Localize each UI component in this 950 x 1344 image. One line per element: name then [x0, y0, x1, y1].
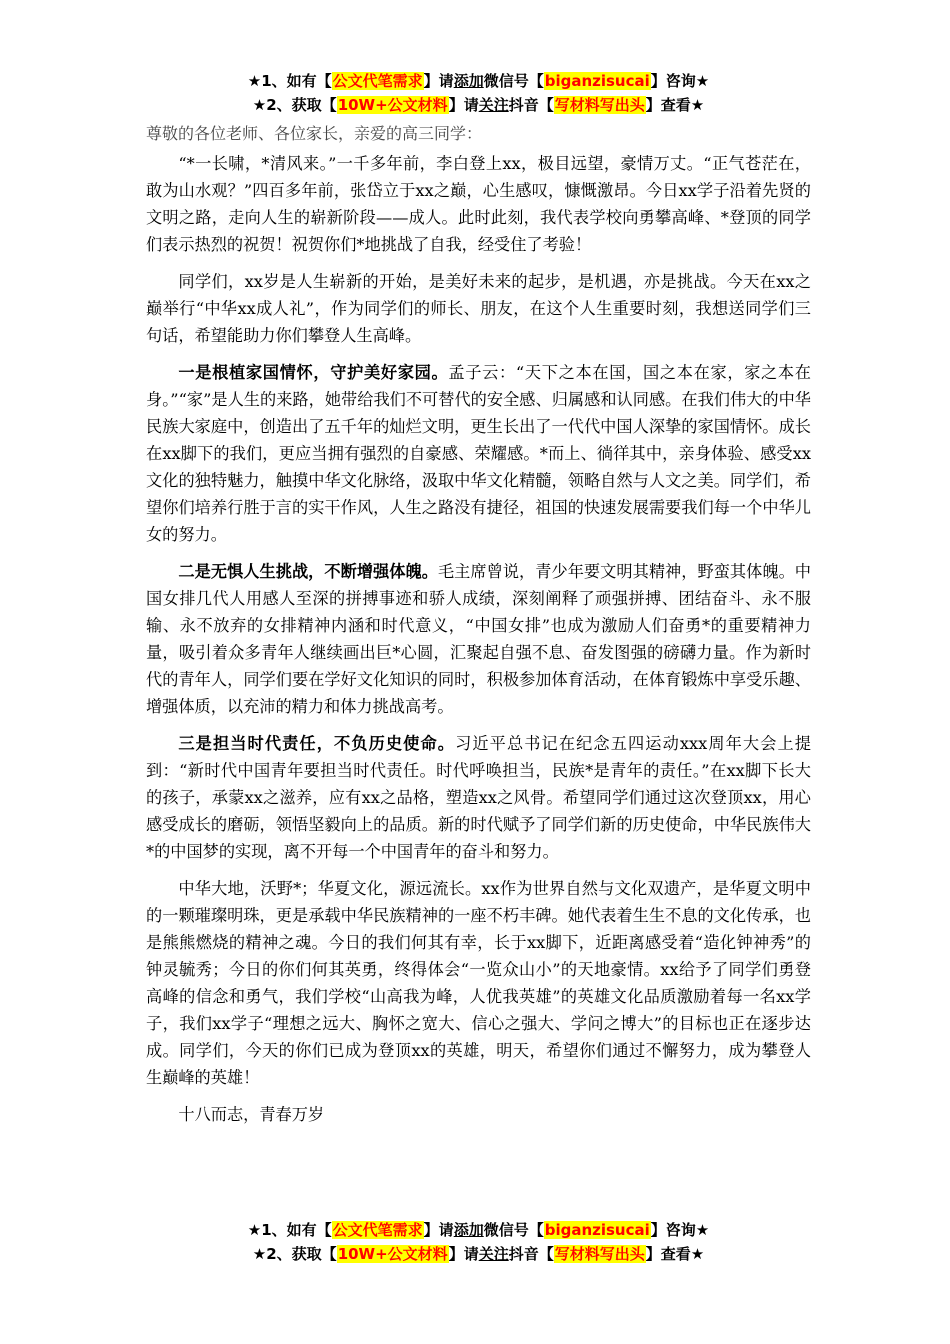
- highlight-materials: 10W+公文材料: [337, 96, 448, 114]
- paragraph: “*一长啸，*清风来。”一千多年前，李白登上xx，极目远望，豪情万丈。“正气苍茫在，敢为山水观？”四百多年前，张岱立于xx之巅，心生感叹，慷慨激昂。今日xx学子沿着先贤的文明之路，走向人生的崭新阶段——成人。此时此刻，我代表学校向勇攀高峰、*登顶的同学们表示热烈的祝贺！祝贺你们*地挑战了自我，经受住了考验！: [146, 154, 811, 254]
- promo-line-1: ★1、如有【公文代笔需求】请添加微信号【biganzisucai】咨询★: [247, 1221, 710, 1239]
- promo-line-2: ★2、获取【10W+公文材料】请关注抖音【写材料写出头】查看★: [252, 1245, 705, 1263]
- promo-banner-bottom: [146, 1218, 811, 1266]
- paragraph-point-two: 二是无惧人生挑战，不断增强体魄。毛主席曾说，青少年要文明其精神，野蛮其体魄。中国女排几代人用感人至深的拼搏事迹和骄人成绩，深刻阐释了顽强拼搏、团结奋斗、永不服输、永不放弃的女排精神内涵和时代意义，“中国女排”也成为激励人们奋勇*的重要精神力量，吸引着众多青年人继续画出巨*心圆，汇聚起自强不息、奋发图强的磅礴力量。作为新时代的青年人，同学们要在学好文化知识的同时，积极参加体育活动，在体育锻炼中享受乐趣、增强体质，以充沛的精力和体力挑战高考。: [146, 562, 811, 716]
- paragraph: 同学们，xx岁是人生崭新的开始，是美好未来的起步，是机遇，亦是挑战。今天在xx之巅举行“中华xx成人礼”，作为同学们的师长、朋友，在这个人生重要时刻，我想送同学们三句话，希望能助力你们攀登人生高峰。: [146, 272, 811, 345]
- highlight-wechat-id: biganzisucai: [544, 72, 650, 90]
- paragraph-heading: 一是根植家国情怀，守护美好家园。: [178, 363, 449, 382]
- paragraph-heading: 二是无惧人生挑战，不断增强体魄。: [178, 562, 438, 581]
- paragraph-point-three: 三是担当时代责任，不负历史使命。习近平总书记在纪念五四运动xxx周年大会上提到：“新时代中国青年要担当时代责任。时代呼唤担当，民族*是青年的责任。”在xx脚下长大的孩子，承蒙xx之滋养，应有xx之品格，塑造xx之风骨。希望同学们通过这次登顶xx，用心感受成长的磨砺，领悟坚毅向上的品质。新的时代赋予了同学们新的历史使命，中华民族伟大*的中国梦的实现，离不开每一个中国青年的奋斗和努力。: [146, 734, 811, 861]
- promo-line-1: ★1、如有【公文代笔需求】请添加微信号【biganzisucai】咨询★: [247, 72, 710, 90]
- closing-line: 十八而志，青春万岁: [178, 1105, 325, 1124]
- paragraph-heading: 三是担当时代责任，不负历史使命。: [178, 734, 456, 753]
- highlight-service: 公文代笔需求: [332, 72, 423, 90]
- salutation: 尊敬的各位老师、各位家长，亲爱的高三同学：: [146, 124, 483, 143]
- promo-banner-top: [146, 69, 811, 117]
- highlight-service: 公文代笔需求: [332, 1221, 423, 1239]
- paragraph: 中华大地，沃野*；华夏文化，源远流长。xx作为世界自然与文化双遗产，是华夏文明中的一颗璀璨明珠，更是承载中华民族精神的一座不朽丰碑。她代表着生生不息的文化传承，也是熊熊燃烧的精神之魂。今日的我们何其有幸，长于xx脚下，近距离感受着“造化钟神秀”的钟灵毓秀；今日的你们何其英勇，终得体会“一览众山小”的天地豪情。xx给予了同学们勇登高峰的信念和勇气，我们学校“山高我为峰，人优我英雄”的英雄文化品质激励着每一名xx学子，我们xx学子“理想之远大、胸怀之宽大、信心之强大、学问之博大”的目标也正在逐步达成。同学们，今天的你们已成为登顶xx的英雄，明天，希望你们通过不懈努力，成为攀登人生巅峰的英雄！: [146, 879, 811, 1087]
- highlight-douyin-id: 写材料写出头: [554, 96, 645, 114]
- promo-line-2: ★2、获取【10W+公文材料】请关注抖音【写材料写出头】查看★: [252, 96, 705, 114]
- speech-body: [146, 150, 811, 1138]
- highlight-douyin-id: 写材料写出头: [554, 1245, 645, 1263]
- paragraph-point-one: 一是根植家国情怀，守护美好家园。孟子云：“天下之本在国，国之本在家，家之本在身。”“家”是人生的来路，她带给我们不可替代的安全感、归属感和认同感。在我们伟大的中华民族大家庭中，创造出了五千年的灿烂文明，更生长出了一代代中国人深挚的家国情怀。成长在xx脚下的我们，更应当拥有强烈的自豪感、荣耀感。*而上、徜徉其中，亲身体验、感受xx文化的独特魅力，触摸中华文化脉络，汲取中华文化精髓，领略自然与人文之美。同学们，希望你们培养行胜于言的实干作风，人生之路没有捷径，祖国的快速发展需要我们每一个中华儿女的努力。: [146, 363, 811, 544]
- highlight-materials: 10W+公文材料: [337, 1245, 448, 1263]
- highlight-wechat-id: biganzisucai: [544, 1221, 650, 1239]
